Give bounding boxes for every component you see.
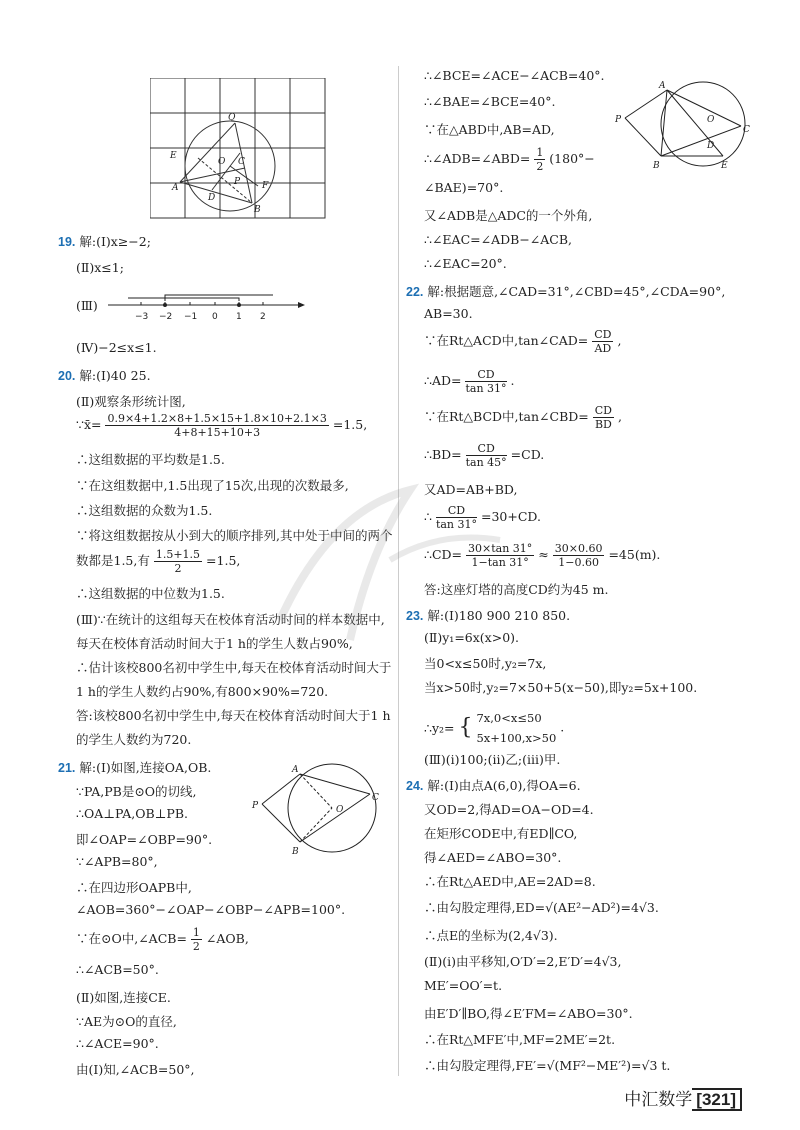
q21c-line2: ∴∠BAE=∠BCE=40°. bbox=[424, 94, 556, 109]
label-p: P bbox=[252, 801, 259, 811]
label-o: O bbox=[218, 157, 226, 167]
q21-line9: ∴∠ACB=50°. bbox=[76, 962, 159, 977]
q22-l4a: ∴AD= bbox=[424, 373, 462, 388]
label-o: O bbox=[707, 115, 715, 125]
half-denominator: 2 bbox=[192, 940, 200, 953]
q24-line5: ∴在Rt△AED中,AE=2AD=8. bbox=[424, 874, 596, 889]
label-d: D bbox=[208, 193, 216, 203]
q20-line6: ∴这组数据的众数为1.5. bbox=[76, 503, 213, 518]
frac-den: tan 45° bbox=[465, 456, 507, 469]
q23-l5a: ∴y₂= bbox=[424, 720, 455, 736]
q20-line15: 的学生人数约为720. bbox=[76, 732, 192, 747]
label-a: A bbox=[172, 183, 179, 193]
tick-label: 1 bbox=[236, 312, 242, 322]
frac-den: tan 31° bbox=[435, 518, 477, 531]
mean-denominator: 4+8+15+10+3 bbox=[174, 426, 261, 439]
q21c-line5: ∠BAE)=70°. bbox=[424, 180, 504, 195]
q24-line1: 解:(Ⅰ)由点A(6,0),得OA=6. bbox=[427, 778, 581, 793]
q22-l4b: . bbox=[510, 373, 515, 388]
tick-label: 0 bbox=[212, 312, 218, 322]
question-number: 24. bbox=[406, 779, 424, 793]
watermark-logo bbox=[260, 470, 520, 650]
q21-l8a: ∵在⊙O中,∠ACB= bbox=[76, 931, 187, 946]
label-c: C bbox=[238, 157, 245, 167]
tangent-circle-figure bbox=[250, 760, 390, 860]
q22-l6a: ∴BD= bbox=[424, 447, 462, 462]
q20-line13: 1 h的学生人数约占90%,有800×90%=720. bbox=[76, 684, 329, 699]
label-a: A bbox=[659, 81, 666, 91]
question-number: 19. bbox=[58, 235, 76, 249]
label-c: C bbox=[372, 793, 379, 803]
tick-label: −3 bbox=[135, 312, 149, 322]
frac-num: CD bbox=[594, 328, 612, 341]
half-numerator: 1 bbox=[192, 926, 200, 939]
q24-line6: ∴由勾股定理得,ED=√(AE²−AD²)=4√3. bbox=[424, 900, 659, 915]
q19-line4: (Ⅳ)−2≤x≤1. bbox=[76, 340, 157, 355]
question-number: 22. bbox=[406, 285, 424, 299]
q22-line7: 又AD=AB+BD, bbox=[424, 482, 518, 497]
q22-l8b: =30+CD. bbox=[480, 509, 541, 524]
q20-l3b: =1.5, bbox=[332, 417, 368, 432]
q23-line1: 解:(Ⅰ)180 900 210 850. bbox=[427, 608, 571, 623]
frac-den: tan 31° bbox=[465, 382, 507, 395]
q21-line10: (Ⅱ)如图,连接CE. bbox=[76, 990, 171, 1005]
tick-label: −2 bbox=[159, 312, 173, 322]
q23-line6: (Ⅲ)(ⅰ)100;(ⅱ)乙;(ⅲ)甲. bbox=[424, 752, 561, 767]
q24-line2: 又OD=2,得AD=OA−OD=4. bbox=[424, 802, 594, 817]
q21c-l4a: ∴∠ADB=∠ABD= bbox=[424, 151, 531, 166]
q20-line14: 答:该校800名初中学生中,每天在校体育活动时间大于1 h bbox=[76, 708, 391, 723]
q21-line4: 即∠OAP=∠OBP=90°. bbox=[76, 832, 213, 847]
q21c-l4b: (180°− bbox=[549, 151, 595, 166]
q20-line12: ∴估计该校800名初中学生中,每天在校体育活动时间大于 bbox=[76, 660, 392, 675]
q21-line7: ∠AOB=360°−∠OAP−∠OBP−∠APB=100°. bbox=[76, 902, 346, 917]
q22-line2: AB=30. bbox=[424, 306, 473, 321]
piecewise-case1: 7x,0<x≤50 bbox=[476, 711, 542, 725]
q19-line1: 解:(Ⅰ)x≥−2; bbox=[79, 234, 151, 249]
q22-l9b: ≈ bbox=[538, 547, 549, 562]
frac-den: 1−0.60 bbox=[558, 556, 599, 569]
tangent-circle-figure-2 bbox=[615, 78, 755, 178]
q20-line9: ∴这组数据的中位数为1.5. bbox=[76, 586, 225, 601]
q20-l8a: 数都是1.5,有 bbox=[76, 553, 150, 568]
q22-l5a: ∵在Rt△BCD中,tan∠CBD= bbox=[424, 409, 589, 424]
half-numerator: 1 bbox=[536, 146, 544, 159]
q24-line3: 在矩形CODE中,有ED∥CO, bbox=[424, 826, 578, 841]
q20-line11: 每天在校体育活动时间大于1 h的学生人数占90%, bbox=[76, 636, 353, 651]
label-b: B bbox=[653, 161, 660, 171]
q22-l9c: =45(m). bbox=[608, 547, 661, 562]
piecewise-case2: 5x+100,x>50 bbox=[476, 731, 557, 745]
q21-l8b: ∠AOB, bbox=[205, 931, 249, 946]
q23-line4: 当x>50时,y₂=7×50+5(x−50),即y₂=5x+100. bbox=[424, 680, 698, 695]
label-a: A bbox=[292, 765, 299, 775]
q21-line12: ∴∠ACE=90°. bbox=[76, 1036, 159, 1051]
q20-line1: 解:(Ⅰ)40 25. bbox=[79, 368, 151, 383]
frac-den: 1−tan 31° bbox=[471, 556, 529, 569]
question-number: 23. bbox=[406, 609, 424, 623]
q21c-line1: ∴∠BCE=∠ACE−∠ACB=40°. bbox=[424, 68, 605, 83]
q21-line6: ∴在四边形OAPB中, bbox=[76, 880, 192, 895]
q21c-line7: ∴∠EAC=∠ADB−∠ACB, bbox=[424, 232, 573, 247]
q19-line2: (Ⅱ)x≤1; bbox=[76, 260, 124, 275]
q21-line5: ∵∠APB=80°, bbox=[76, 854, 158, 869]
label-b: B bbox=[254, 205, 261, 215]
mean-numerator: 0.9×4+1.2×8+1.5×15+1.8×10+2.1×3 bbox=[107, 412, 327, 425]
label-c: C bbox=[743, 125, 750, 135]
q23-l5b: . bbox=[560, 719, 565, 735]
question-number: 21. bbox=[58, 761, 76, 775]
q22-line10: 答:这座灯塔的高度CD约为45 m. bbox=[424, 582, 609, 597]
frac-num: CD bbox=[436, 504, 477, 518]
q21c-line3: ∵在△ABD中,AB=AD, bbox=[424, 122, 555, 137]
median-numerator: 1.5+1.5 bbox=[155, 548, 201, 561]
label-p: P bbox=[234, 177, 241, 187]
label-p: P bbox=[615, 115, 622, 125]
q20-line4: ∴这组数据的平均数是1.5. bbox=[76, 452, 225, 467]
q20-line10: (Ⅲ)∵在统计的这组每天在校体育活动时间的样本数据中, bbox=[76, 612, 385, 627]
page-footer: 中汇数学 [321] bbox=[624, 1085, 742, 1110]
q21-line3: ∴OA⊥PA,OB⊥PB. bbox=[76, 806, 189, 821]
label-d: D bbox=[707, 141, 715, 151]
label-f: F bbox=[262, 181, 269, 191]
q24-line8: (Ⅱ)(ⅰ)由平移知,O′D′=2,E′D′=4√3, bbox=[424, 954, 622, 969]
frac-num: CD bbox=[465, 368, 506, 382]
frac-den: AD bbox=[594, 342, 612, 355]
q20-line5: ∵在这组数据中,1.5出现了15次,出现的次数最多, bbox=[76, 478, 349, 493]
frac-num: 30×0.60 bbox=[554, 542, 603, 555]
label-b: B bbox=[292, 847, 299, 857]
number-line bbox=[108, 285, 308, 325]
question-number: 20. bbox=[58, 369, 76, 383]
q22-l5b: , bbox=[618, 409, 622, 424]
q24-line12: ∴由勾股定理得,FE′=√(MF²−ME′²)=√3 t. bbox=[424, 1058, 671, 1073]
q22-line1: 解:根据题意,∠CAD=31°,∠CBD=45°,∠CDA=90°, bbox=[427, 284, 726, 299]
q20-line2: (Ⅱ)观察条形统计图, bbox=[76, 394, 186, 409]
footer-brand: 中汇数学 bbox=[624, 1090, 693, 1109]
label-q: Q bbox=[228, 113, 236, 123]
page-number: 321 bbox=[701, 1090, 731, 1109]
q19-line3: (Ⅲ) bbox=[76, 298, 98, 313]
label-e: E bbox=[721, 161, 728, 171]
tick-label: −1 bbox=[184, 312, 198, 322]
q22-l3b: , bbox=[617, 333, 622, 348]
q21c-line8: ∴∠EAC=20°. bbox=[424, 256, 507, 271]
label-e: E bbox=[170, 151, 177, 161]
q24-line11: ∴在Rt△MFE′中,MF=2ME′=2t. bbox=[424, 1032, 616, 1047]
q20-line7: ∵将这组数据按从小到大的顺序排列,其中处于中间的两个 bbox=[76, 528, 393, 543]
q20-l8b: =1.5, bbox=[206, 553, 241, 568]
q24-line4: 得∠AED=∠ABO=30°. bbox=[424, 850, 562, 865]
frac-num: 30×tan 31° bbox=[468, 542, 533, 555]
q22-l8a: ∴ bbox=[424, 509, 432, 524]
q22-l3a: ∵在Rt△ACD中,tan∠CAD= bbox=[424, 333, 589, 348]
label-o: O bbox=[336, 805, 344, 815]
q21-line13: 由(Ⅰ)知,∠ACB=50°, bbox=[76, 1062, 195, 1077]
q24-line7: ∴点E的坐标为(2,4√3). bbox=[424, 928, 558, 943]
q22-l6b: =CD. bbox=[510, 447, 545, 462]
frac-den: BD bbox=[594, 418, 612, 431]
q24-line9: ME′=OO′=t. bbox=[424, 978, 503, 993]
q23-line2: (Ⅱ)y₁=6x(x>0). bbox=[424, 630, 520, 645]
q21-line11: ∵AE为⊙O的直径, bbox=[76, 1014, 177, 1029]
grid-circle-figure bbox=[150, 78, 330, 220]
q21-line1: 解:(Ⅰ)如图,连接OA,OB. bbox=[79, 760, 212, 775]
q23-line3: 当0<x≤50时,y₂=7x, bbox=[424, 656, 547, 671]
frac-num: CD bbox=[594, 404, 613, 417]
q21-line2: ∵PA,PB是⊙O的切线, bbox=[76, 784, 197, 799]
median-denominator: 2 bbox=[174, 562, 182, 575]
q24-line10: 由E′D′∥BO,得∠E′FM=∠ABO=30°. bbox=[424, 1006, 633, 1021]
q20-l3a: ∵x̄= bbox=[76, 417, 102, 432]
tick-label: 2 bbox=[260, 312, 266, 322]
half-denominator: 2 bbox=[536, 160, 544, 173]
q22-l9a: ∴CD= bbox=[424, 547, 463, 562]
frac-num: CD bbox=[466, 442, 507, 456]
q21c-line6: 又∠ADB是△ADC的一个外角, bbox=[424, 208, 593, 223]
